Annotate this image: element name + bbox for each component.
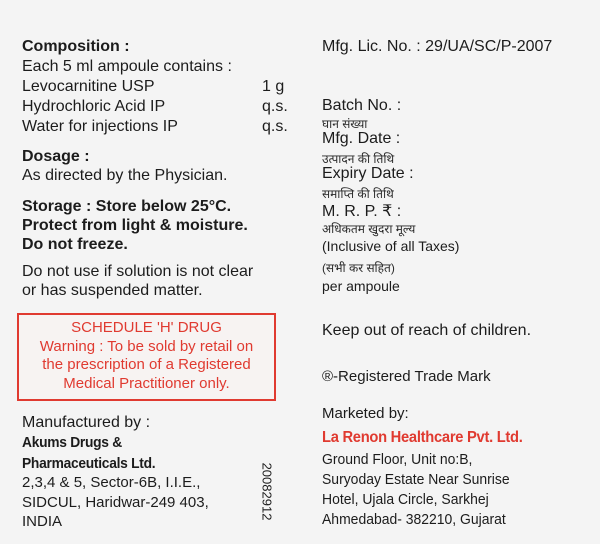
marketer-address: Ground Floor, Unit no:B, (322, 451, 473, 468)
marketer-address: Ahmedabad- 382210, Gujarat (322, 511, 506, 528)
manufacturer-address: SIDCUL, Haridwar-249 403, (22, 494, 209, 511)
mfg-date-label: Mfg. Date : (322, 130, 401, 147)
dosage-title: Dosage : (22, 148, 90, 165)
ingredient-qty: q.s. (262, 98, 288, 115)
dosage-text: As directed by the Physician. (22, 167, 228, 184)
ingredient-name: Hydrochloric Acid IP (22, 98, 166, 115)
ingredient-qty: 1 g (262, 78, 285, 95)
batch-code-vertical: 20082912 (259, 462, 275, 521)
schedule-warning: the prescription of a Registered (42, 356, 251, 373)
schedule-warning: Warning : To be sold by retail on (39, 337, 254, 355)
storage-line: Protect from light & moisture. (22, 217, 248, 234)
schedule-h-box (17, 313, 276, 401)
manufacturer-address: 2,3,4 & 5, Sector-6B, I.I.E., (22, 474, 201, 491)
ingredient-qty: q.s. (262, 118, 288, 135)
batch-label-hindi: घान संख्या (322, 117, 368, 131)
manufacturer-name: Akums Drugs & (22, 434, 122, 451)
composition-title: Composition : (22, 38, 130, 55)
manufacturer-address: INDIA (22, 513, 63, 530)
expiry-hindi: समाप्ति की तिथि (322, 187, 394, 201)
schedule-title: SCHEDULE 'H' DRUG (71, 319, 222, 336)
batch-label: Batch No. : (322, 97, 402, 114)
mfg-license: Mfg. Lic. No. : 29/UA/SC/P-2007 (322, 38, 553, 55)
keep-out-notice: Keep out of reach of children. (322, 322, 532, 339)
solution-warning: Do not use if solution is not clear (22, 263, 254, 280)
manufactured-by-label: Manufactured by : (22, 414, 151, 431)
schedule-warning: Medical Practitioner only. (63, 374, 230, 392)
trademark-note: ®-Registered Trade Mark (322, 368, 491, 385)
composition-intro: Each 5 ml ampoule contains : (22, 58, 232, 75)
ingredient-name: Water for injections IP (22, 118, 178, 135)
storage-line: Do not freeze. (22, 236, 128, 253)
tax-note: (Inclusive of all Taxes) (322, 238, 460, 254)
marketer-address: Suryoday Estate Near Sunrise (322, 471, 510, 488)
storage-line: Storage : Store below 25°C. (22, 198, 232, 215)
marketed-by-label: Marketed by: (322, 405, 409, 422)
marketer-address: Hotel, Ujala Circle, Sarkhej (322, 491, 489, 508)
mrp-label: M. R. P. ₹ : (322, 203, 402, 220)
per-ampoule: per ampoule (322, 278, 400, 294)
tax-note-hindi: (सभी कर सहित) (322, 261, 395, 275)
mrp-hindi: अधिकतम खुदरा मूल्य (322, 222, 416, 236)
expiry-label: Expiry Date : (322, 165, 414, 182)
manufacturer-name: Pharmaceuticals Ltd. (22, 455, 156, 472)
ingredient-name: Levocarnitine USP (22, 78, 155, 95)
marketer-name: La Renon Healthcare Pvt. Ltd. (322, 429, 523, 446)
solution-warning: or has suspended matter. (22, 282, 203, 299)
mfg-date-hindi: उत्पादन की तिथि (322, 152, 395, 166)
